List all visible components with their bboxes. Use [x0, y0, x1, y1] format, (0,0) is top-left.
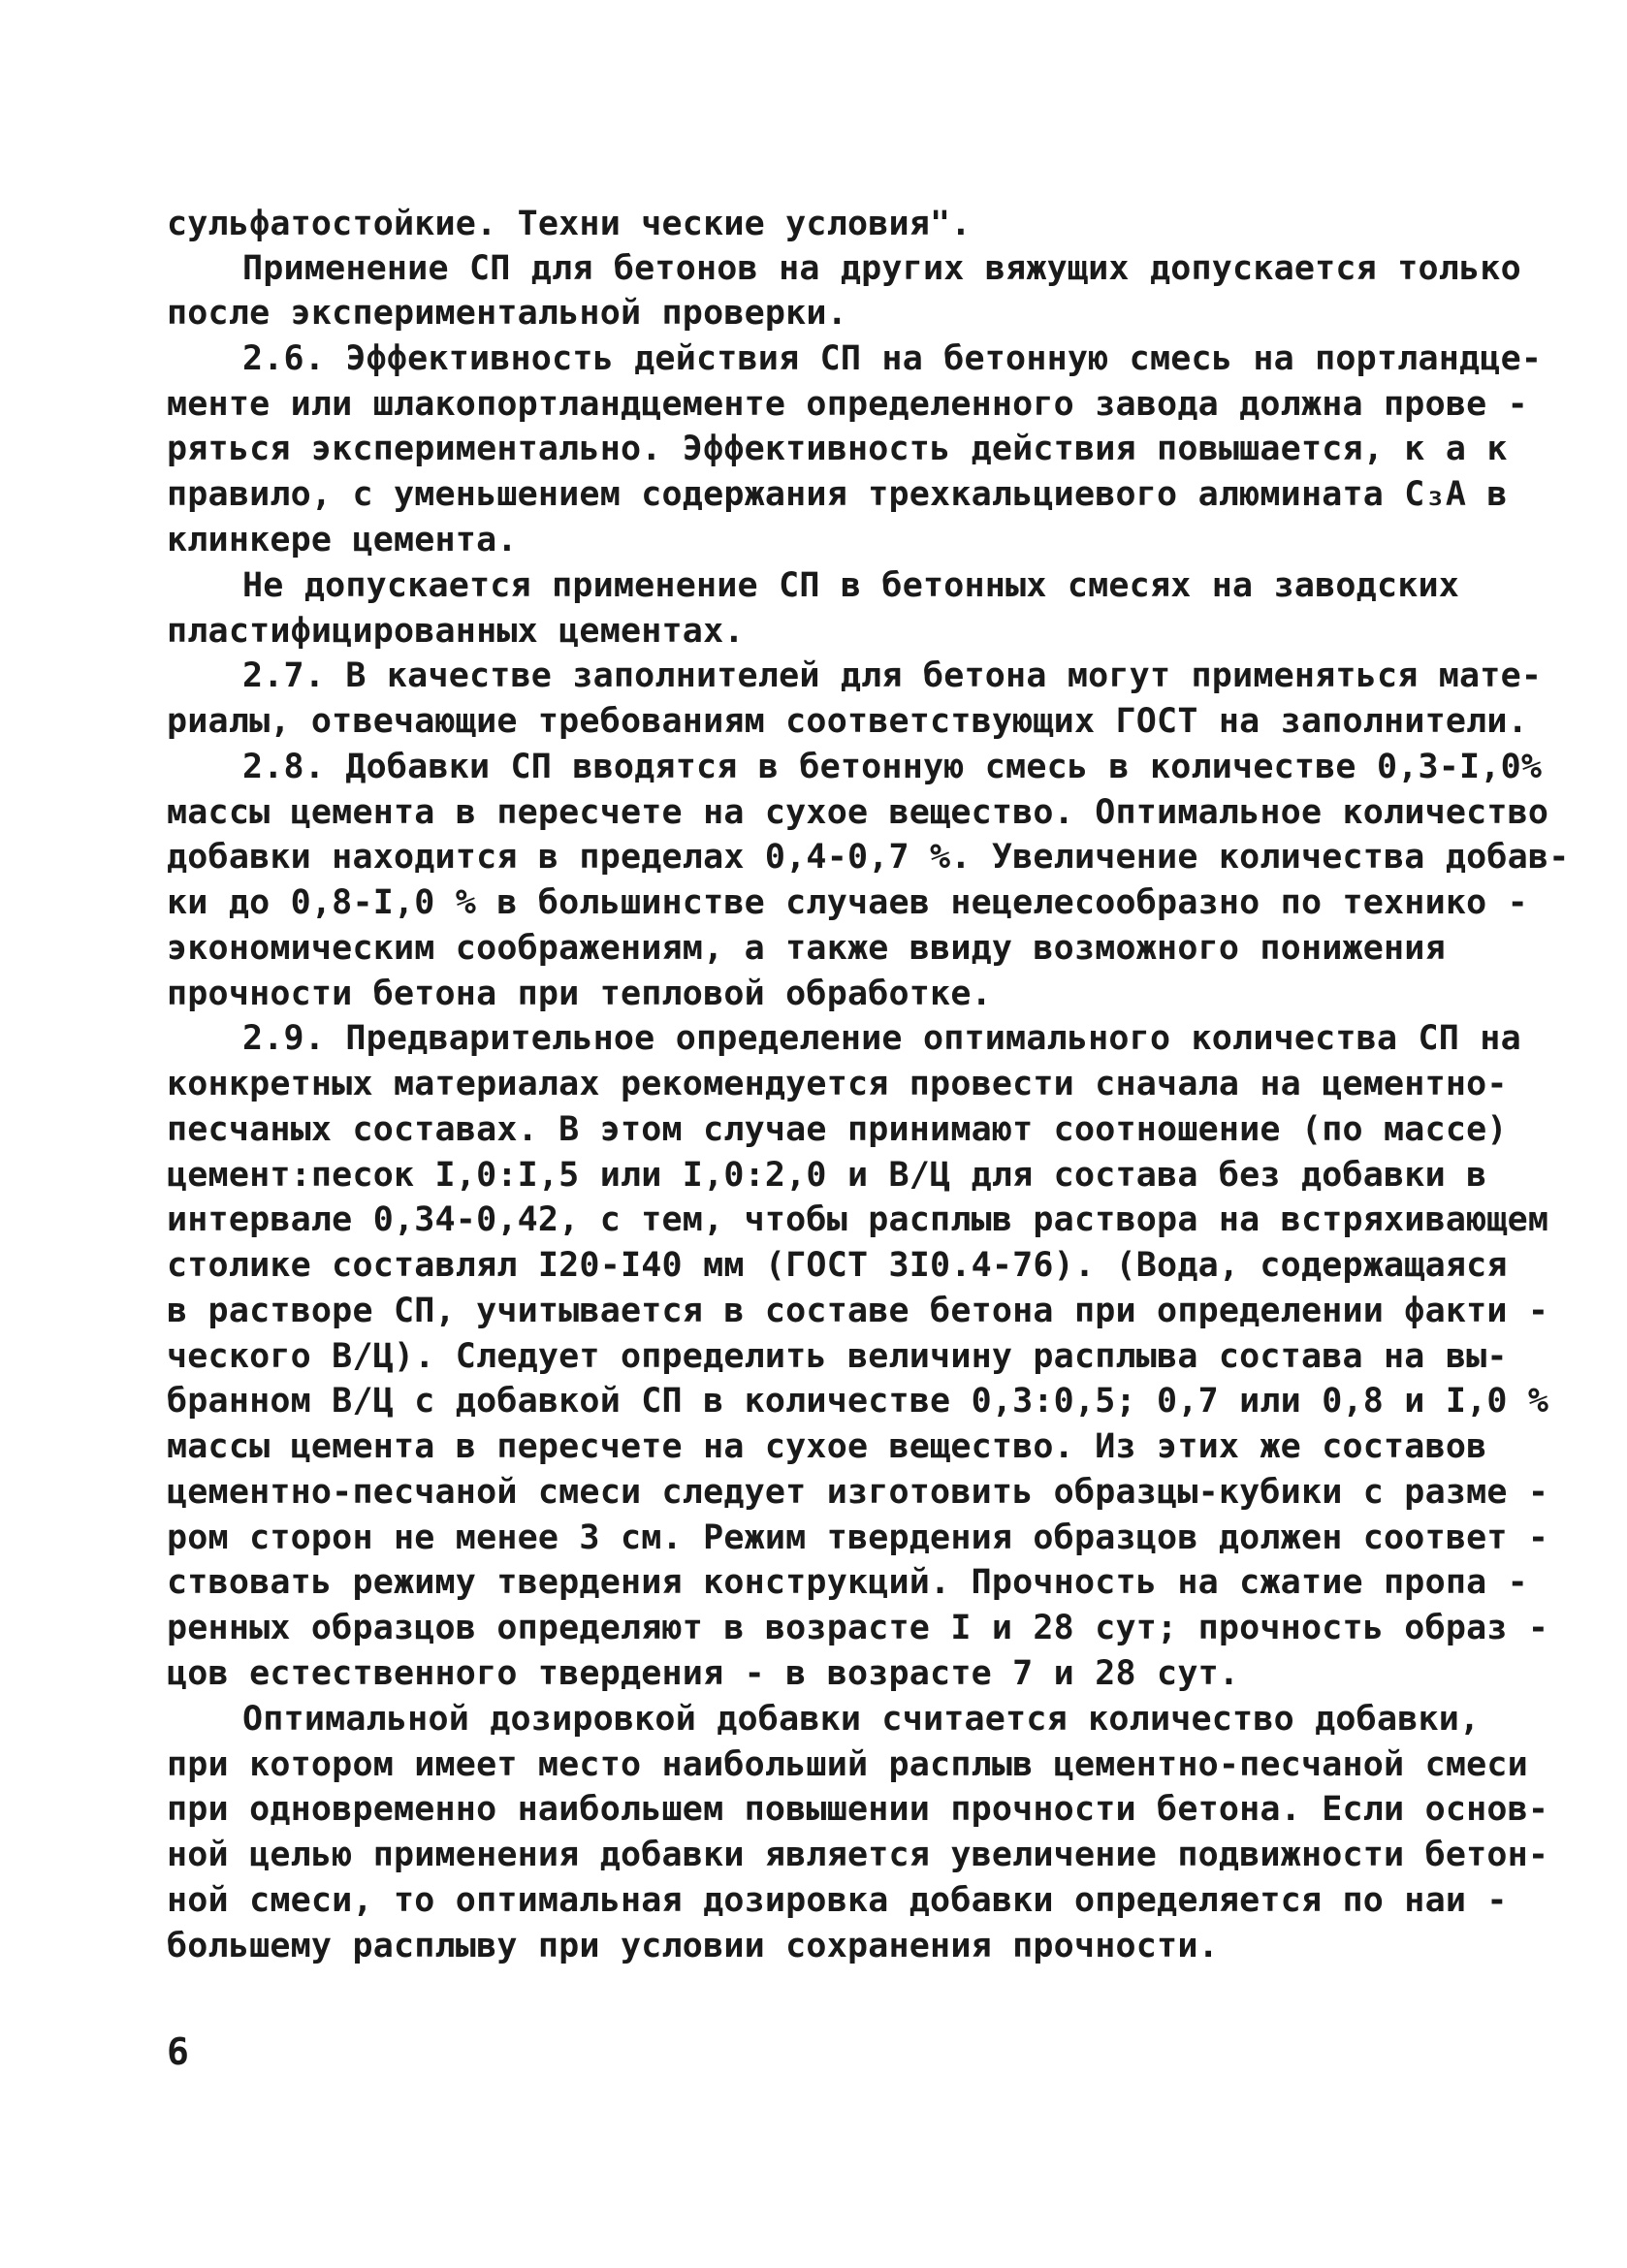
text-line-3: после экспериментальной проверки.: [167, 294, 847, 333]
text-line-17: экономическим соображениям, а также ввиду возможного понижения: [167, 929, 1446, 968]
text-line-24: столике составлял I20-I40 мм (ГОСТ 3I0.4-76). (Вода, содержащаяся: [167, 1246, 1508, 1285]
text-line-25: в растворе СП, учитывается в составе бетона при определении факти -: [167, 1292, 1549, 1330]
text-line-16: ки до 0,8-I,0 % в большинстве случаев нецелесообразно по технико -: [167, 883, 1528, 922]
text-line-33: цов естественного твердения - в возрасте 7 и 28 сут.: [167, 1654, 1240, 1693]
text-line-34: Оптимальной дозировкой добавки считается количество добавки,: [242, 1700, 1481, 1739]
text-line-15: добавки находится в пределах 0,4-0,7 %. Увеличение количества добав-: [167, 838, 1570, 877]
text-line-30: ром сторон не менее 3 см. Режим твердения образцов должен соответ -: [167, 1518, 1549, 1557]
text-line-32: ренных образцов определяют в возрасте I и 28 сут; прочность образ -: [167, 1609, 1549, 1647]
text-line-4: 2.6. Эффективность действия СП на бетонную смесь на портландце-: [242, 339, 1543, 378]
text-line-38: ной смеси, то оптимальная дозировка добавки определяется по наи -: [167, 1881, 1508, 1920]
text-line-20: конкретных материалах рекомендуется провести сначала на цементно-: [167, 1065, 1508, 1103]
text-line-21: песчаных составах. В этом случае принимают соотношение (по массе): [167, 1110, 1508, 1149]
text-line-26: ческого В/Ц). Следует определить величину расплыва состава на вы-: [167, 1337, 1508, 1376]
text-line-6: ряться экспериментально. Эффективность действия повышается, к а к: [167, 430, 1508, 468]
text-line-31: ствовать режиму твердения конструкций. Прочность на сжатие пропа -: [167, 1563, 1528, 1602]
text-line-23: интервале 0,34-0,42, с тем, чтобы расплыв раствора на встряхивающем: [167, 1200, 1549, 1239]
text-line-12: риалы, отвечающие требованиям соответствующих ГОСТ на заполнители.: [167, 702, 1528, 741]
text-line-2: Применение СП для бетонов на других вяжущих допускается только: [242, 249, 1521, 288]
text-line-7: правило, с уменьшением содержания трехкальциевого алюмината C₃A в: [167, 475, 1508, 514]
text-line-36: при одновременно наибольшем повышении прочности бетона. Если основ-: [167, 1790, 1549, 1829]
text-line-14: массы цемента в пересчете на сухое вещество. Оптимальное количество: [167, 793, 1549, 832]
text-line-8: клинкере цемента.: [167, 521, 518, 559]
text-line-35: при котором имеет место наибольший расплыв цементно-песчаной смеси: [167, 1745, 1528, 1784]
text-line-1: сульфатостойкие. Техни ческие условия".: [167, 205, 972, 243]
text-line-28: массы цемента в пересчете на сухое вещество. Из этих же составов: [167, 1427, 1487, 1466]
text-line-9: Не допускается применение СП в бетонных смесях на заводских: [242, 566, 1460, 605]
text-line-18: прочности бетона при тепловой обработке.: [167, 974, 992, 1013]
text-line-5: менте или шлакопортландцементе определенного завода должна прове -: [167, 385, 1528, 424]
text-line-11: 2.7. В качестве заполнителей для бетона могут применяться мате-: [242, 656, 1543, 695]
page-number: 6: [167, 2030, 189, 2073]
text-line-22: цемент:песок I,0:I,5 или I,0:2,0 и В/Ц для состава без добавки в: [167, 1156, 1487, 1195]
text-line-29: цементно-песчаной смеси следует изготовить образцы-кубики с разме -: [167, 1473, 1549, 1512]
text-line-39: большему расплыву при условии сохранения прочности.: [167, 1927, 1219, 1965]
text-line-13: 2.8. Добавки СП вводятся в бетонную смесь в количестве 0,3-I,0%: [242, 748, 1543, 786]
text-line-37: ной целью применения добавки является увеличение подвижности бетон-: [167, 1836, 1549, 1874]
text-line-10: пластифицированных цементах.: [167, 612, 745, 651]
text-line-27: бранном В/Ц с добавкой СП в количестве 0,3:0,5; 0,7 или 0,8 и I,0 %: [167, 1382, 1549, 1421]
text-line-19: 2.9. Предварительное определение оптимального количества СП на: [242, 1019, 1521, 1058]
